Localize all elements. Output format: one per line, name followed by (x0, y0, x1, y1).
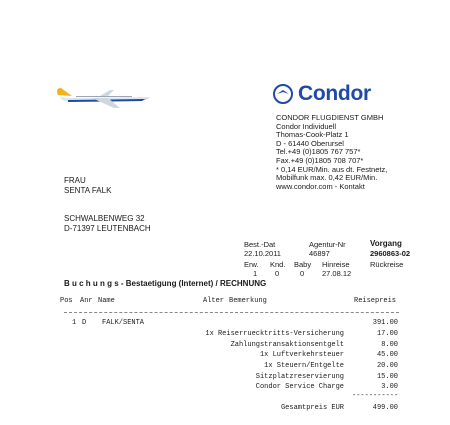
document-title: B u c h u n g s - Bestaetigung (Internet) / RECHNUNG (64, 279, 267, 288)
customer-salutation: FRAU (64, 176, 86, 185)
company-line: Tel.+49 (0)1805 767 757* (276, 147, 361, 157)
line-item-label: Sitzplatzreservierung (255, 373, 344, 381)
line-item-label: Condor Service Charge (255, 383, 344, 391)
col-reisepreis: Reisepreis (354, 297, 397, 305)
customer-name: SENTA FALK (64, 185, 112, 195)
baby-value: 0 (300, 269, 305, 278)
company-line: Thomas-Cook-Platz 1 (276, 130, 349, 140)
company-line: CONDOR FLUGDIENST GMBH (276, 113, 384, 122)
col-name: Name (98, 297, 115, 305)
line-item-label: Zahlungstransaktionsentgelt (230, 341, 344, 349)
col-alter: Alter (203, 297, 225, 305)
col-bemerkung: Bemerkung (229, 297, 267, 305)
condor-bird-icon (272, 83, 294, 105)
brand-name: Condor (298, 82, 371, 105)
line-item-amount: 45.00 (376, 351, 398, 359)
knd-value: 0 (275, 269, 280, 278)
vorgang-label: Vorgang (370, 239, 402, 248)
company-info (276, 114, 426, 191)
company-line: Mobilfunk max. 0,42 EUR/Min. (276, 173, 378, 183)
customer-city: D-71397 LEUTENBACH (64, 223, 151, 233)
line-item-label: 1x Steuern/Entgelte (264, 362, 344, 370)
customer-street: SCHWALBENWEG 32 (64, 214, 145, 223)
knd-label: Knd. (270, 260, 286, 269)
agentur-label: Agentur-Nr (309, 240, 346, 249)
erw-label: Erw. (244, 260, 259, 269)
line-item-label: 1x Reiserruecktritts-Versicherung (205, 330, 344, 338)
hinreise-value: 27.08.12 (322, 269, 352, 278)
line-item-amount: 8.00 (381, 341, 398, 349)
col-anr: Anr (80, 297, 93, 305)
passenger-name: FALK/SENTA (102, 319, 145, 327)
passenger-anr: D (82, 319, 87, 327)
total-value: 499.00 (372, 404, 398, 412)
company-line: D - 61440 Oberursel (276, 138, 344, 148)
company-line: * 0,14 EUR/Min. aus dt. Festnetz, (276, 164, 388, 174)
hinreise-label: Hinreise (322, 260, 350, 269)
erw-value: 1 (253, 269, 258, 278)
airplane-icon (52, 82, 152, 110)
best-dat-value: 22.10.2011 (244, 249, 281, 258)
company-line: Fax.+49 (0)1805 708 707* (276, 155, 364, 165)
header-rule (64, 312, 399, 313)
best-dat-label: Best.-Dat (244, 240, 276, 249)
subtotal-rule: ----------- (352, 392, 399, 400)
line-item-amount: 17.00 (376, 330, 398, 338)
passenger-price: 391.00 (372, 319, 398, 327)
agentur-value: 46897 (309, 249, 330, 258)
total-label: Gesamtpreis EUR (280, 404, 344, 412)
passenger-pos: 1 (72, 319, 77, 327)
rueckreise-label: Rückreise (370, 260, 404, 269)
company-line: www.condor.com - Kontakt (276, 181, 365, 191)
col-pos: Pos (60, 297, 73, 305)
customer-address (64, 214, 151, 233)
line-item-label: 1x Luftverkehrsteuer (259, 351, 344, 359)
company-line: Condor Individuell (276, 121, 337, 131)
baby-label: Baby (294, 260, 312, 269)
customer-block (64, 176, 111, 195)
condor-logo (272, 82, 371, 106)
line-item-amount: 15.00 (376, 373, 398, 381)
vorgang-value: 2960863-02 (370, 249, 411, 258)
line-item-amount: 3.00 (381, 383, 398, 391)
line-item-amount: 20.00 (376, 362, 398, 370)
